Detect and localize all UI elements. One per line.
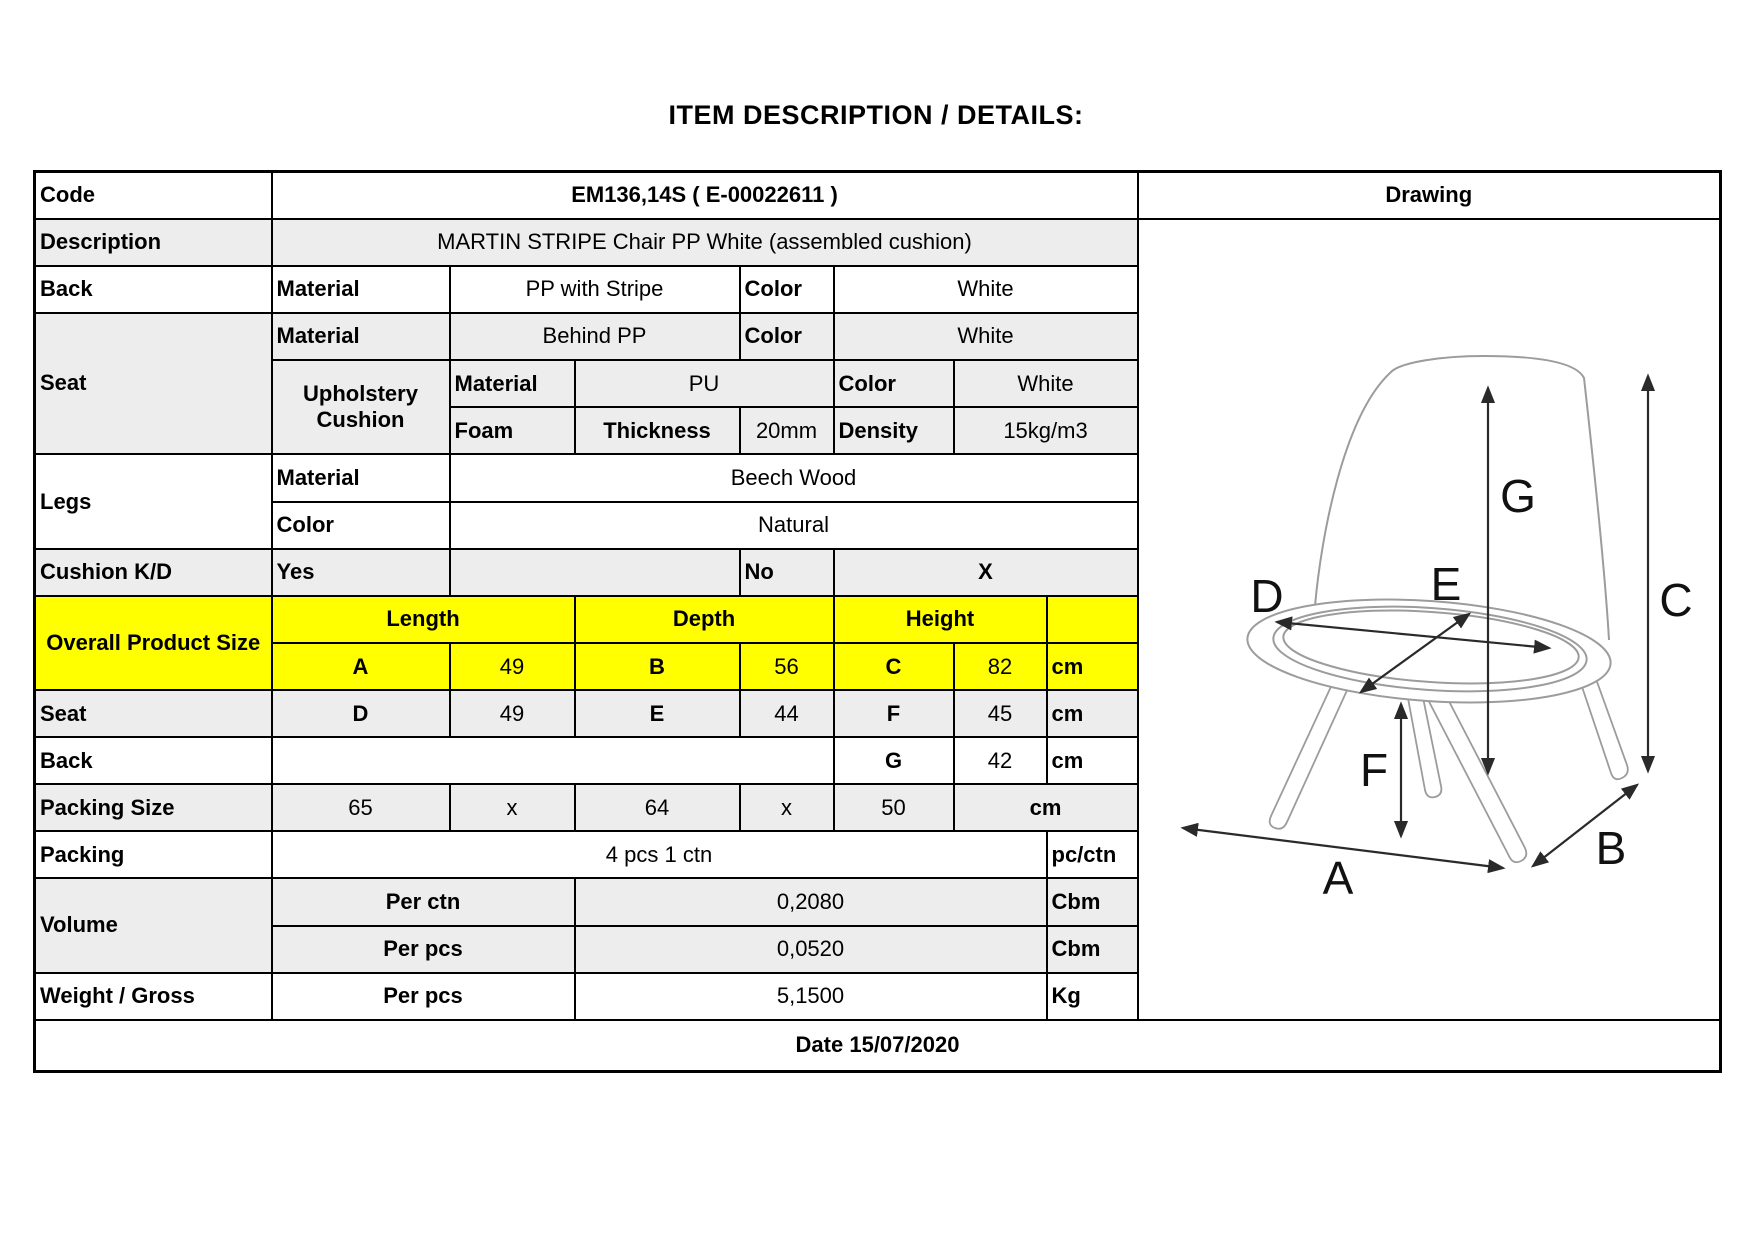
weight-per-pcs-value: 5,1500 [575, 973, 1047, 1020]
drawing-cell [1138, 219, 1721, 1020]
thickness-label: Thickness [575, 407, 740, 454]
table-row [35, 219, 1721, 266]
dim-d-label: D [272, 690, 450, 737]
depth-header: Depth [575, 596, 834, 643]
table-row [35, 172, 1721, 219]
dim-f-label: F [834, 690, 954, 737]
legs-color-value: Natural [450, 502, 1138, 549]
code-value: EM136,14S ( E-00022611 ) [272, 172, 1138, 219]
cushion-kd-yes-label: Yes [272, 549, 450, 596]
seat-material-label: Material [272, 313, 450, 360]
volume-per-ctn-label: Per ctn [272, 878, 575, 925]
dim-e-value: 44 [740, 690, 834, 737]
row-label-legs: Legs [35, 454, 272, 548]
spec-table [33, 170, 1722, 1073]
dim-a-value: 49 [450, 643, 575, 690]
row-label-weight: Weight / Gross [35, 973, 272, 1020]
dim-b-value: 56 [740, 643, 834, 690]
back-color-value: White [834, 266, 1138, 313]
dim-e-label: E [575, 690, 740, 737]
dim-label-d: D [1249, 569, 1284, 622]
dim-label-f: F [1359, 743, 1388, 796]
back-unit: cm [1047, 737, 1138, 784]
dim-label-c: C [1658, 573, 1693, 626]
drawing-header: Drawing [1138, 172, 1721, 219]
packing-length: 65 [272, 784, 450, 831]
seat-material-value: Behind PP [450, 313, 740, 360]
packing-x1: x [450, 784, 575, 831]
dim-c-label: C [834, 643, 954, 690]
row-label-packing-size: Packing Size [35, 784, 272, 831]
dim-label-b: B [1595, 821, 1626, 874]
cushion-kd-no-value: X [834, 549, 1138, 596]
spec-table-body [35, 172, 1721, 1072]
cushion-kd-yes-value [450, 549, 740, 596]
cushion-material-value: PU [575, 360, 834, 407]
row-label-seat: Seat [35, 313, 272, 455]
seat-unit: cm [1047, 690, 1138, 737]
volume-per-ctn-value: 0,2080 [575, 878, 1047, 925]
length-header: Length [272, 596, 575, 643]
volume-ctn-unit: Cbm [1047, 878, 1138, 925]
seat-color-value: White [834, 313, 1138, 360]
legs-material-value: Beech Wood [450, 454, 1138, 501]
row-label-description: Description [35, 219, 272, 266]
cushion-kd-no-label: No [740, 549, 834, 596]
dim-label-e: E [1430, 557, 1461, 610]
dim-c-value: 82 [954, 643, 1047, 690]
upholstery-cushion-label: Upholstery Cushion [272, 360, 450, 454]
seat-color-label: Color [740, 313, 834, 360]
height-header: Height [834, 596, 1047, 643]
dim-label-a: A [1322, 851, 1353, 904]
legs-color-label: Color [272, 502, 450, 549]
row-label-packing: Packing [35, 831, 272, 878]
packing-x2: x [740, 784, 834, 831]
packing-value: 4 pcs 1 ctn [272, 831, 1047, 878]
dim-label-g: G [1499, 469, 1536, 522]
dim-a-label: A [272, 643, 450, 690]
size-unit: cm [1047, 643, 1138, 690]
row-label-overall-size: Overall Product Size [35, 596, 272, 690]
dim-g-label: G [834, 737, 954, 784]
dim-d-value: 49 [450, 690, 575, 737]
cushion-material-label: Material [450, 360, 575, 407]
back-material-label: Material [272, 266, 450, 313]
row-label-seat-dims: Seat [35, 690, 272, 737]
back-material-value: PP with Stripe [450, 266, 740, 313]
packing-unit: cm [954, 784, 1138, 831]
dim-g-value: 42 [954, 737, 1047, 784]
packing-height: 50 [834, 784, 954, 831]
volume-pcs-unit: Cbm [1047, 926, 1138, 973]
volume-per-pcs-label: Per pcs [272, 926, 575, 973]
size-unit-spacer [1047, 596, 1138, 643]
dim-b-label: B [575, 643, 740, 690]
row-label-code: Code [35, 172, 272, 219]
packing-depth: 64 [575, 784, 740, 831]
legs-material-label: Material [272, 454, 450, 501]
weight-per-pcs-label: Per pcs [272, 973, 575, 1020]
chair-leg-front-left [1269, 678, 1348, 829]
row-label-volume: Volume [35, 878, 272, 972]
dim-f-value: 45 [954, 690, 1047, 737]
date-value: Date 15/07/2020 [35, 1020, 1721, 1072]
density-value: 15kg/m3 [954, 407, 1138, 454]
page-title: ITEM DESCRIPTION / DETAILS: [668, 100, 1084, 130]
back-dims-spacer [272, 737, 834, 784]
chair-drawing [1143, 220, 1721, 1019]
description-value: MARTIN STRIPE Chair PP White (assembled cushion) [272, 219, 1138, 266]
packing-unit-label: pc/ctn [1047, 831, 1138, 878]
weight-unit: Kg [1047, 973, 1138, 1020]
cushion-color-label: Color [834, 360, 954, 407]
row-label-back-dims: Back [35, 737, 272, 784]
back-color-label: Color [740, 266, 834, 313]
thickness-value: 20mm [740, 407, 834, 454]
chair-backrest [1315, 356, 1609, 640]
row-label-cushion-kd: Cushion K/D [35, 549, 272, 596]
row-label-back: Back [35, 266, 272, 313]
foam-label: Foam [450, 407, 575, 454]
table-row [35, 1020, 1721, 1072]
density-label: Density [834, 407, 954, 454]
cushion-color-value: White [954, 360, 1138, 407]
volume-per-pcs-value: 0,0520 [575, 926, 1047, 973]
